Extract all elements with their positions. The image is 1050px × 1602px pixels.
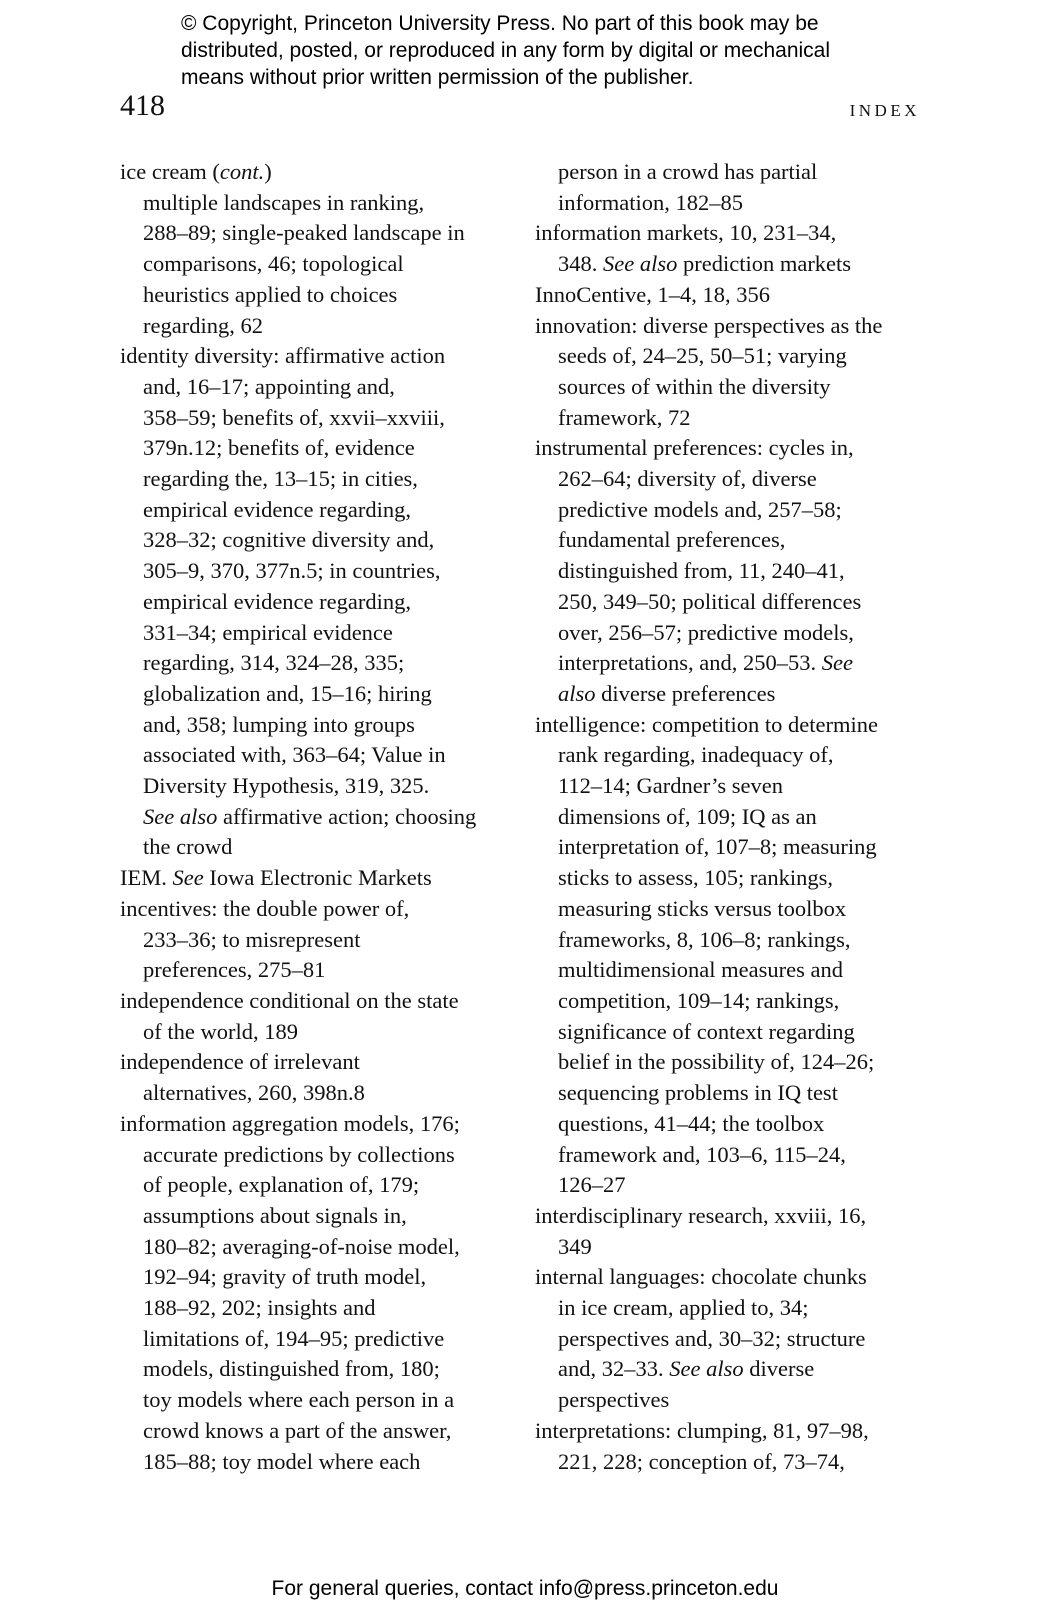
index-text: crowd knows a part of the answer, [143, 1417, 452, 1443]
index-entry-line [120, 341, 530, 372]
index-subentry-line [535, 188, 930, 219]
index-subentry-line [120, 587, 530, 618]
index-entry-line [120, 1109, 530, 1140]
index-subentry-line [535, 372, 930, 403]
index-subentry-line [535, 1324, 930, 1355]
index-text: interpretations: clumping, 81, 97–98, [535, 1417, 869, 1443]
index-text: 233–36; to misrepresent [143, 926, 361, 952]
index-column-left [120, 157, 530, 1477]
index-text: information, 182–85 [558, 189, 743, 215]
index-subentry-line [120, 403, 530, 434]
index-subentry-line [120, 433, 530, 464]
index-text: identity diversity: affirmative action [120, 343, 446, 369]
index-text: 185–88; toy model where each [143, 1448, 421, 1474]
index-entry-line [535, 280, 930, 311]
index-subentry-line [535, 525, 930, 556]
index-text: toy models where each person in a [143, 1387, 455, 1413]
index-text: and, 32–33. [558, 1356, 670, 1382]
copyright-line: © Copyright, Princeton University Press. No part of this book may be [181, 12, 819, 35]
index-text: Iowa Electronic Markets [203, 865, 432, 891]
index-text: belief in the possibility of, 124–26; [558, 1049, 875, 1075]
index-text: Diversity Hypothesis, 319, 325. [143, 773, 430, 799]
index-subentry-line [120, 525, 530, 556]
index-subentry-line [120, 1262, 530, 1293]
index-text: of the world, 189 [143, 1018, 298, 1044]
index-text: 262–64; diversity of, diverse [558, 466, 817, 492]
index-text: seeds of, 24–25, 50–51; varying [558, 343, 847, 369]
index-italic-text: cont. [219, 159, 265, 184]
index-italic-text: See also [143, 803, 218, 829]
index-text: accurate predictions by collections [143, 1141, 455, 1167]
index-subentry-line [120, 1385, 530, 1416]
index-entry-line [535, 433, 930, 464]
index-text: limitations of, 194–95; predictive [143, 1325, 445, 1351]
index-text: and, 16–17; appointing and, [143, 373, 395, 399]
index-entry-line [535, 710, 930, 741]
index-text: framework, 72 [558, 404, 691, 430]
running-head: INDEX [849, 101, 920, 120]
index-text: 348. [558, 251, 603, 277]
index-subentry-line [535, 863, 930, 894]
index-subentry-line [535, 771, 930, 802]
index-subentry-line [535, 157, 930, 188]
index-subentry-line [120, 832, 530, 863]
index-text: heuristics applied to choices [143, 281, 398, 307]
index-subentry-line [120, 464, 530, 495]
index-text: 180–82; averaging-of-noise model, [143, 1233, 460, 1259]
index-subentry-line [120, 1293, 530, 1324]
index-text: the crowd [143, 834, 233, 860]
index-entry-line [120, 157, 530, 188]
index-subentry-line [535, 587, 930, 618]
index-text: 328–32; cognitive diversity and, [143, 527, 435, 553]
index-text: preferences, 275–81 [143, 957, 326, 983]
index-subentry-line [120, 249, 530, 280]
index-text: prediction markets [677, 251, 852, 277]
index-entry-line [535, 311, 930, 342]
index-subentry-line [535, 1447, 930, 1478]
index-column-right [535, 157, 930, 1477]
index-text: empirical evidence regarding, [143, 588, 411, 614]
index-subentry-line [120, 925, 530, 956]
index-text: intelligence: competition to determine [535, 711, 879, 737]
index-text: innovation: diverse perspectives as the [535, 312, 883, 338]
page-number: 418 [120, 89, 165, 122]
index-text: 349 [558, 1233, 592, 1259]
index-subentry-line [535, 802, 930, 833]
index-text: information markets, 10, 231–34, [535, 220, 837, 246]
index-subentry-line [535, 618, 930, 649]
index-subentry-line [535, 1078, 930, 1109]
index-text: frameworks, 8, 106–8; rankings, [558, 926, 851, 952]
index-text: sequencing problems in IQ test [558, 1080, 838, 1106]
index-entry-line [535, 1416, 930, 1447]
index-text: internal languages: chocolate chunks [535, 1264, 867, 1290]
index-subentry-line [535, 925, 930, 956]
index-text: InnoCentive, 1–4, 18, 356 [535, 281, 770, 307]
index-subentry-line [120, 802, 530, 833]
index-italic-text: See also [669, 1356, 744, 1382]
index-subentry-line [120, 1017, 530, 1048]
index-subentry-line [535, 1293, 930, 1324]
index-text: regarding, 314, 324–28, 335; [143, 650, 405, 676]
index-subentry-line [120, 710, 530, 741]
index-subentry-line [120, 1078, 530, 1109]
index-subentry-line [535, 740, 930, 771]
index-text: globalization and, 15–16; hiring [143, 680, 432, 706]
index-text: dimensions of, 109; IQ as an [558, 803, 817, 829]
index-subentry-line [120, 495, 530, 526]
index-entry-line [535, 1201, 930, 1232]
index-subentry-line [120, 1140, 530, 1171]
index-text: associated with, 363–64; Value in [143, 742, 446, 768]
index-subentry-line [120, 372, 530, 403]
index-text: fundamental preferences, [558, 527, 786, 553]
index-italic-text: also [558, 680, 596, 706]
index-subentry-line [535, 249, 930, 280]
index-subentry-line [535, 1232, 930, 1263]
index-text: competition, 109–14; rankings, [558, 987, 840, 1013]
index-subentry-line [535, 495, 930, 526]
index-subentry-line [120, 1232, 530, 1263]
index-text: alternatives, 260, 398n.8 [143, 1080, 365, 1106]
index-entry-line [120, 863, 530, 894]
index-subentry-line [120, 1447, 530, 1478]
index-subentry-line [535, 648, 930, 679]
index-text: sources of within the diversity [558, 373, 831, 399]
index-text: ice cream ( [120, 159, 220, 184]
index-text: incentives: the double power of, [120, 895, 410, 921]
index-text: perspectives [558, 1387, 670, 1413]
index-subentry-line [120, 311, 530, 342]
index-subentry-line [120, 1416, 530, 1447]
index-text: in ice cream, applied to, 34; [558, 1295, 809, 1321]
index-text: interpretation of, 107–8; measuring [558, 834, 877, 860]
index-italic-text: See also [603, 251, 678, 277]
index-subentry-line [120, 1201, 530, 1232]
index-entry-line [120, 1047, 530, 1078]
index-text: empirical evidence regarding, [143, 496, 411, 522]
index-text: framework and, 103–6, 115–24, [558, 1141, 846, 1167]
index-text: interdisciplinary research, xxviii, 16, [535, 1202, 867, 1228]
index-subentry-line [535, 341, 930, 372]
index-text: over, 256–57; predictive models, [558, 619, 854, 645]
index-subentry-line [535, 894, 930, 925]
index-text: significance of context regarding [558, 1018, 855, 1044]
index-subentry-line [120, 218, 530, 249]
index-text: predictive models and, 257–58; [558, 496, 842, 522]
index-text: 188–92, 202; insights and [143, 1295, 376, 1321]
index-text: and, 358; lumping into groups [143, 711, 415, 737]
index-subentry-line [120, 740, 530, 771]
index-text: sticks to assess, 105; rankings, [558, 865, 833, 891]
index-subentry-line [535, 464, 930, 495]
index-text: 288–89; single-peaked landscape in [143, 220, 465, 246]
index-text: comparisons, 46; topological [143, 251, 404, 277]
index-subentry-line [120, 1170, 530, 1201]
copyright-line: distributed, posted, or reproduced in any form by digital or mechanical [181, 39, 831, 62]
index-entry-line [535, 218, 930, 249]
index-italic-text: See [821, 650, 853, 676]
index-text: assumptions about signals in, [143, 1202, 407, 1228]
index-subentry-line [535, 1017, 930, 1048]
index-subentry-line [535, 403, 930, 434]
index-text: ) [264, 159, 272, 184]
copyright-notice [181, 10, 941, 91]
index-subentry-line [120, 556, 530, 587]
index-text: 192–94; gravity of truth model, [143, 1264, 427, 1290]
index-entry-line [535, 1262, 930, 1293]
index-text: of people, explanation of, 179; [143, 1172, 420, 1198]
index-subentry-line [535, 1109, 930, 1140]
index-entry-line [120, 986, 530, 1017]
index-text: multidimensional measures and [558, 957, 843, 983]
index-subentry-line [535, 1140, 930, 1171]
index-text: questions, 41–44; the toolbox [558, 1110, 825, 1136]
index-subentry-line [120, 679, 530, 710]
index-text: regarding the, 13–15; in cities, [143, 466, 418, 492]
index-text: independence of irrelevant [120, 1049, 360, 1075]
index-text: affirmative action; choosing [217, 803, 477, 829]
index-subentry-line [120, 955, 530, 986]
index-text: interpretations, and, 250–53. [558, 650, 822, 676]
index-text: 379n.12; benefits of, evidence [143, 435, 415, 461]
index-subentry-line [120, 771, 530, 802]
index-text: 250, 349–50; political differences [558, 588, 862, 614]
footer-contact: For general queries, contact info@press.princeton.edu [271, 1577, 779, 1600]
index-text: distinguished from, 11, 240–41, [558, 558, 845, 584]
index-subentry-line [535, 679, 930, 710]
index-subentry-line [535, 1354, 930, 1385]
index-subentry-line [120, 188, 530, 219]
index-subentry-line [535, 556, 930, 587]
index-subentry-line [120, 280, 530, 311]
index-text: measuring sticks versus toolbox [558, 895, 847, 921]
index-text: rank regarding, inadequacy of, [558, 742, 834, 768]
copyright-line: means without prior written permission of the publisher. [181, 66, 694, 89]
index-text: information aggregation models, 176; [120, 1110, 460, 1136]
index-text: person in a crowd has partial [558, 159, 818, 184]
index-text: 126–27 [558, 1172, 626, 1198]
index-subentry-line [535, 955, 930, 986]
index-text: multiple landscapes in ranking, [143, 189, 425, 215]
index-subentry-line [535, 1385, 930, 1416]
index-text: diverse preferences [595, 680, 776, 706]
index-text: IEM. [120, 865, 173, 891]
index-subentry-line [120, 618, 530, 649]
index-text: instrumental preferences: cycles in, [535, 435, 854, 461]
index-text: 112–14; Gardner’s seven [558, 773, 783, 799]
index-subentry-line [535, 1170, 930, 1201]
index-text: 358–59; benefits of, xxvii–xxviii, [143, 404, 445, 430]
index-subentry-line [120, 1354, 530, 1385]
index-subentry-line [535, 986, 930, 1017]
index-text: 221, 228; conception of, 73–74, [558, 1448, 845, 1474]
index-italic-text: See [172, 865, 204, 891]
index-text: perspectives and, 30–32; structure [558, 1325, 866, 1351]
index-text: 305–9, 370, 377n.5; in countries, [143, 558, 441, 584]
index-subentry-line [535, 1047, 930, 1078]
index-text: diverse [743, 1356, 815, 1382]
index-text: models, distinguished from, 180; [143, 1356, 440, 1382]
index-text: 331–34; empirical evidence [143, 619, 393, 645]
index-text: independence conditional on the state [120, 987, 459, 1013]
index-text: regarding, 62 [143, 312, 263, 338]
index-subentry-line [120, 648, 530, 679]
index-subentry-line [535, 832, 930, 863]
index-subentry-line [120, 1324, 530, 1355]
index-entry-line [120, 894, 530, 925]
